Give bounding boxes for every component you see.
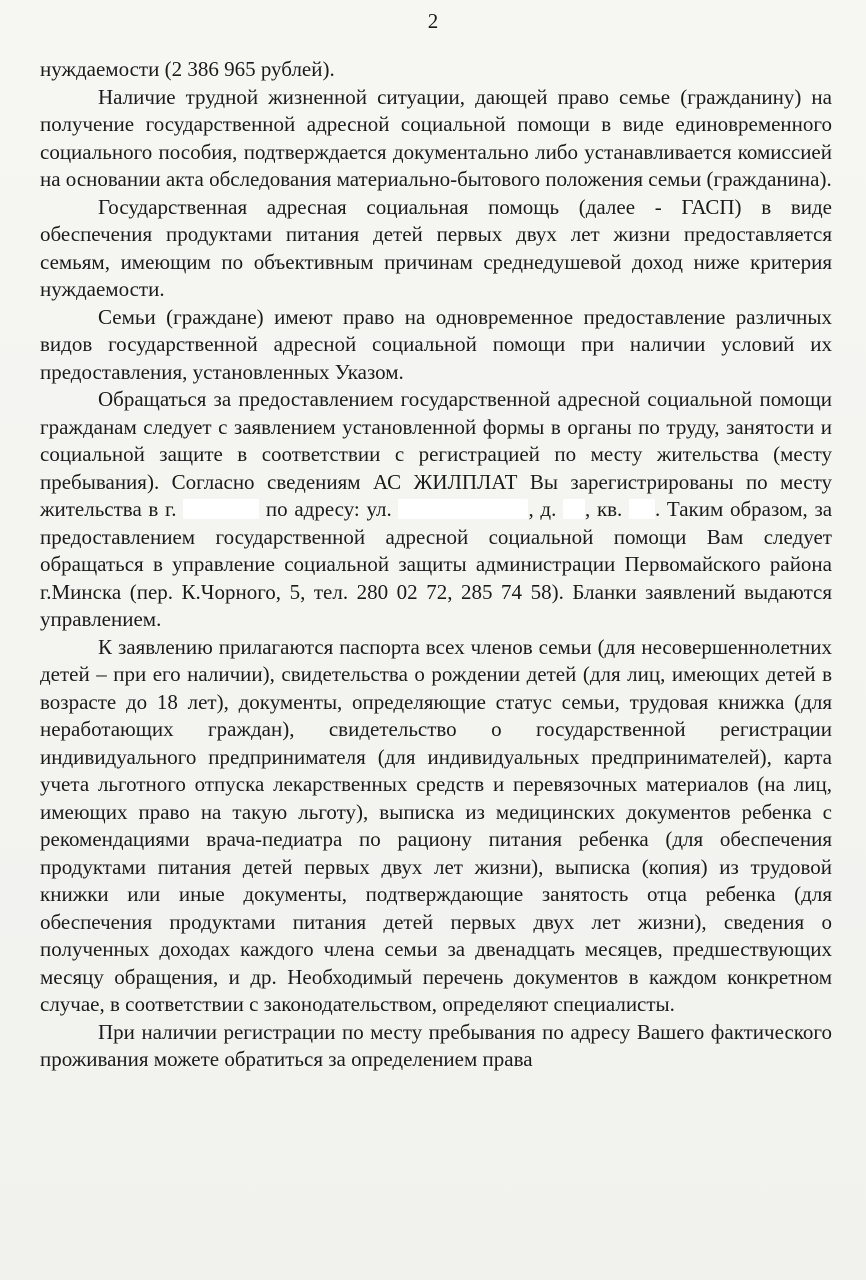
paragraph-temporary-registration: При наличии регистрации по месту пребывания по адресу Вашего фактического проживания можете обратиться за определением права: [40, 1019, 832, 1071]
redacted-house: [563, 499, 585, 519]
paragraph-required-documents: К заявлению прилагаются паспорта всех членов семьи (для несовершеннолетних детей – при его наличии), свидетельства о рождении детей (для лиц, имеющих детей в возрасте до 18 лет), документы, определяющие статус семьи, трудовая книжка (для неработающих граждан), свидетельство о государственной регистрации индивидуального предпринимателя (для индивидуальных предпринимателей), карта учета льготного отпуска лекарственных средств и перевязочных материалов (на лиц, имеющих право на такую льготу), выписка из медицинских документов ребенка с рекомендациями врача-педиатра по рациону питания ребенка (для обеспечения продуктами питания детей первых двух лет жизни), выписка (копия) из трудовой книжки или иные документы, подтверждающие занятость отца ребенка (для обеспечения продуктами питания детей первых двух лет жизни), сведения о полученных доходах каждого члена семьи за двенадцать месяцев, предшествующих месяцу обращения, и др. Необходимый перечень документов в каждом конкретном случае, в соответствии с законодательством, определяют специалисты.: [40, 634, 832, 1016]
redacted-apartment: [629, 499, 655, 519]
procedure-text-5: . Таким образом, за предоставлением государственной адресной социальной помощи Вам следует обращаться в управление социальной защиты администрации Первомайского района г.Минска (пер. К.Чорного, 5, тел. 280 02 72, 285 74 58). Бланки заявлений выдаются управлением.: [40, 497, 833, 631]
procedure-text-3: , д.: [528, 497, 557, 521]
redacted-street: [398, 499, 528, 519]
paragraph-difficult-situation: Наличие трудной жизненной ситуации, дающей право семье (гражданину) на получение государственной адресной социальной помощи в виде единовременного социального пособия, подтверждается документально либо устанавливается комиссией на основании акта обследования материально-бытового положения семьи (гражданина).: [40, 84, 832, 191]
procedure-text-1: Обращаться за предоставлением государственной адресной социальной помощи гражданам следует с заявлением установленной формы в органы по труду, занятости и социальной защите в соответствии с регистрацией по месту жительства (месту пребывания). Согласно сведениям АС ЖИЛПЛАТ Вы зарегистрированы по месту жительства в г.: [40, 387, 832, 521]
paragraph-simultaneous-aid: Семьи (граждане) имеют право на одновременное предоставление различных видов государственной адресной социальной помощи при наличии условий их предоставления, установленных Указом.: [40, 304, 832, 384]
paragraph-gasp-food: Государственная адресная социальная помощь (далее - ГАСП) в виде обеспечения продуктами питания детей первых двух лет жизни предоставляется семьям, имеющим по объективным причинам среднедушевой доход ниже критерия нуждаемости.: [40, 194, 832, 301]
redacted-city: [183, 499, 259, 519]
procedure-text-4: , кв.: [585, 497, 623, 521]
paragraph-application-procedure: [40, 386, 832, 634]
page-number: 2: [427, 9, 439, 33]
procedure-text-2: по адресу: ул.: [265, 497, 392, 521]
paragraph-continuation: нуждаемости (2 386 965 рублей).: [40, 57, 335, 81]
document-body: [40, 56, 832, 1074]
